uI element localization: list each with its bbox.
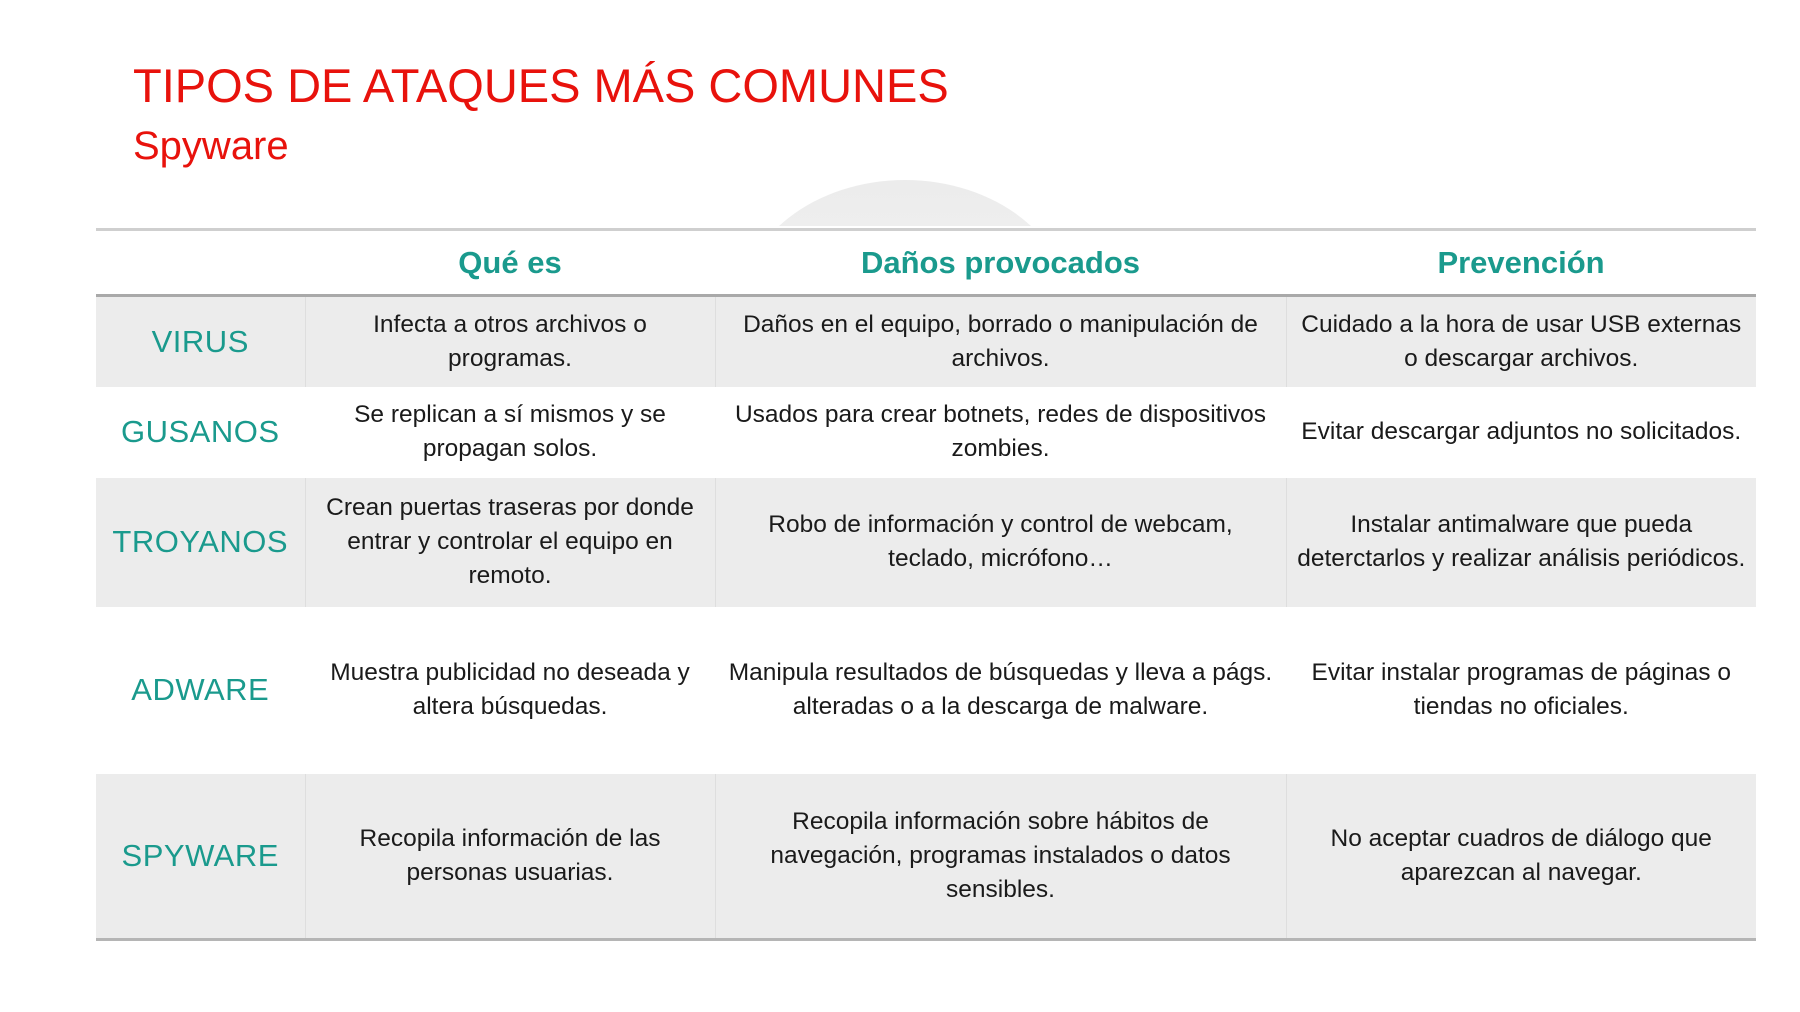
header-danos-provocados: Daños provocados (715, 230, 1286, 296)
cell-danos: Recopila información sobre hábitos de navegación, programas instalados o datos sensibles. (715, 774, 1286, 940)
cell-prevencion: No aceptar cuadros de diálogo que aparezcan al navegar. (1286, 774, 1756, 940)
cell-que-es: Se replican a sí mismos y se propagan solos. (305, 387, 715, 478)
row-name-troyanos: TROYANOS (96, 478, 305, 607)
cell-que-es: Muestra publicidad no deseada y altera búsquedas. (305, 607, 715, 774)
row-name-virus: VIRUS (96, 296, 305, 387)
cell-que-es: Infecta a otros archivos o programas. (305, 296, 715, 387)
cell-danos: Manipula resultados de búsquedas y lleva a págs. alteradas o a la descarga de malware. (715, 607, 1286, 774)
cell-prevencion: Instalar antimalware que pueda deterctarlos y realizar análisis periódicos. (1286, 478, 1756, 607)
slide-subtitle: Spyware (133, 124, 289, 168)
cell-prevencion: Evitar instalar programas de páginas o tiendas no oficiales. (1286, 607, 1756, 774)
table-row-troyanos (96, 478, 1756, 607)
row-name-spyware: SPYWARE (96, 774, 305, 940)
cell-prevencion: Cuidado a la hora de usar USB externas o descargar archivos. (1286, 296, 1756, 387)
header-empty-cell (96, 230, 305, 296)
decorative-arc (740, 180, 1070, 226)
slide-title: TIPOS DE ATAQUES MÁS COMUNES (133, 59, 949, 112)
header-row (96, 230, 1756, 296)
cell-que-es: Crean puertas traseras por donde entrar y controlar el equipo en remoto. (305, 478, 715, 607)
table-header (96, 230, 1756, 296)
table-row-gusanos (96, 387, 1756, 478)
table-row-adware (96, 607, 1756, 774)
attack-types-table (96, 228, 1756, 941)
decorative-arc-shape (740, 180, 1070, 226)
attack-types-table-container (96, 228, 1756, 941)
table-row-virus (96, 296, 1756, 387)
cell-prevencion: Evitar descargar adjuntos no solicitados. (1286, 387, 1756, 478)
header-prevencion: Prevención (1286, 230, 1756, 296)
row-name-adware: ADWARE (131, 672, 270, 707)
header-que-es: Qué es (305, 230, 715, 296)
cell-danos: Robo de información y control de webcam, teclado, micrófono… (715, 478, 1286, 607)
cell-que-es: Recopila información de las personas usuarias. (305, 774, 715, 940)
cell-danos: Daños en el equipo, borrado o manipulación de archivos. (715, 296, 1286, 387)
table-body (96, 296, 1756, 940)
table-row-spyware (96, 774, 1756, 940)
row-name-gusanos: GUSANOS (120, 414, 280, 449)
cell-danos: Usados para crear botnets, redes de dispositivos zombies. (715, 387, 1286, 478)
